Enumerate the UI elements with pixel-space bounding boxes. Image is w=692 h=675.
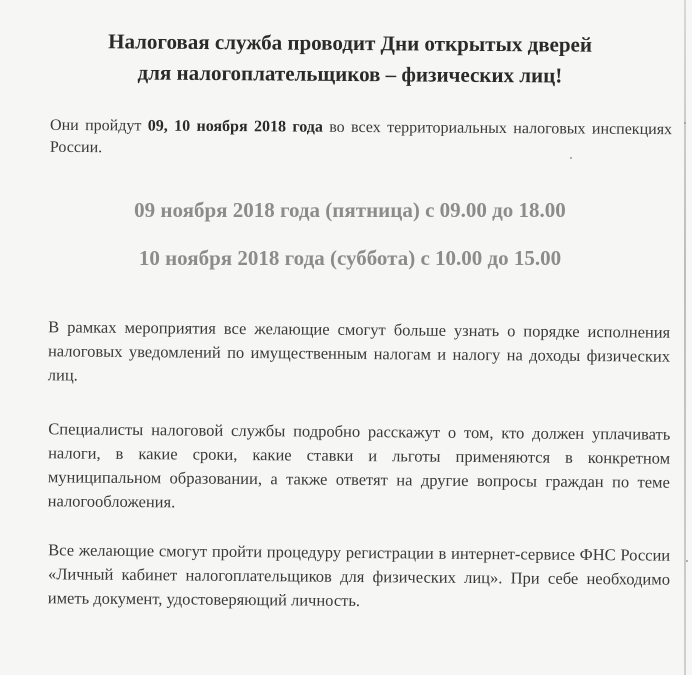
intro-suffix: во всех территориальных налоговых инспекциях России. xyxy=(49,118,673,157)
page-title xyxy=(40,26,660,92)
scan-speck xyxy=(684,122,686,124)
page-edge-shadow xyxy=(684,0,686,675)
title-line-2: для налогоплательщиков – физических лиц! xyxy=(137,60,563,88)
body-paragraph-1: В рамках мероприятия все желающие смогут больше узнать о порядке исполнения налоговых уведомлений по имущественным налогам и налогу на доходы физических лиц. xyxy=(47,317,671,385)
title-line-1: Налоговая служба проводит Дни открытых дверей xyxy=(108,29,593,57)
body-paragraph-3: Все желающие смогут пройти процедуру регистрации в интернет-сервисе ФНС России «Личный кабинет налогоплательщиков для физических лиц». При себе необходимо иметь документ, удостоверяющий личность. xyxy=(47,540,671,611)
intro-paragraph xyxy=(50,115,672,163)
intro-dates: 09, 10 ноября 2018 года xyxy=(147,117,323,136)
scan-speck xyxy=(686,560,688,562)
intro-prefix: Они пройдут xyxy=(50,116,148,135)
schedule-day-1: 09 ноября 2018 года (пятница) с 09.00 до 18.00 xyxy=(134,198,566,222)
body-paragraph-2: Специалисты налоговой службы подробно расскажут о том, кто должен уплачивать налоги, в какие сроки, какие ставки и льготы применяются в конкретном муниципальном образовании, а также ответят на другие вопросы граждан по теме налогообложения. xyxy=(47,419,671,512)
schedule-day-2: 10 ноября 2018 года (суббота) с 10.00 до 15.00 xyxy=(138,246,562,270)
